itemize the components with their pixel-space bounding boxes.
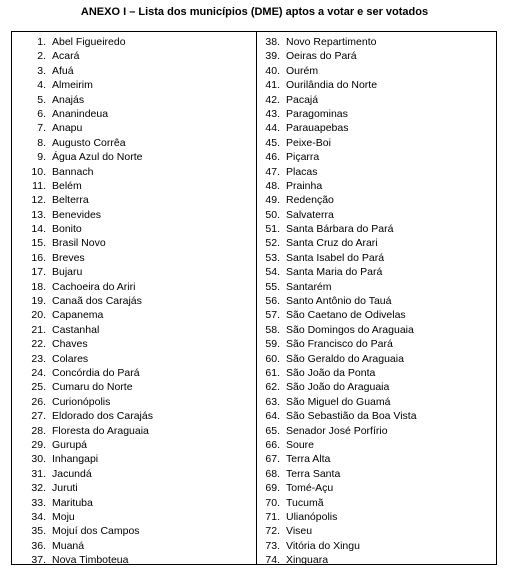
- municipality-list-item: [12, 179, 255, 193]
- municipality-list-item: [257, 496, 497, 510]
- municipality-list-item: [12, 150, 255, 164]
- municipality-list-item: [12, 78, 255, 92]
- municipality-name: São João do Araguaia: [286, 381, 390, 394]
- item-number: 14.: [31, 223, 46, 236]
- municipality-name: São Francisco do Pará: [286, 338, 393, 351]
- item-number: 38.: [265, 36, 280, 48]
- municipality-name: Placas: [286, 165, 318, 178]
- item-number: 48.: [265, 179, 280, 192]
- municipality-list-item: [257, 93, 497, 107]
- municipality-name: Brasil Novo: [52, 237, 106, 250]
- municipality-list-item: [257, 236, 497, 250]
- item-number: 27.: [31, 410, 46, 423]
- municipality-list-item: [257, 424, 497, 438]
- municipality-list-item: [257, 179, 497, 193]
- municipality-name: Canaã dos Carajás: [52, 295, 142, 308]
- municipality-name: Floresta do Araguaia: [52, 424, 149, 437]
- municipality-list-item: [257, 323, 497, 337]
- item-number: 71.: [265, 510, 280, 523]
- item-number: 73.: [265, 539, 280, 552]
- municipality-list-item: [12, 438, 255, 452]
- municipality-name: Colares: [52, 352, 89, 365]
- municipality-name: Mojuí dos Campos: [52, 525, 140, 538]
- municipality-list-item: [257, 524, 497, 538]
- municipality-list-item: [257, 409, 497, 423]
- municipality-list-item: [257, 280, 497, 294]
- municipality-list-item: [12, 323, 255, 337]
- municipality-list-item: [257, 251, 497, 265]
- municipality-name: Vitória do Xingu: [286, 539, 360, 552]
- item-number: 21.: [31, 323, 46, 336]
- item-number: 51.: [265, 223, 280, 236]
- municipality-name: Almeirim: [52, 79, 93, 92]
- municipality-list-item: [12, 236, 255, 250]
- municipality-name: São Miguel do Guamá: [286, 395, 391, 408]
- item-number: 62.: [265, 381, 280, 394]
- municipality-list-item: [257, 539, 497, 553]
- municipality-name: Paragominas: [286, 107, 348, 120]
- item-number: 70.: [265, 496, 280, 509]
- item-number: 72.: [265, 525, 280, 538]
- item-number: 65.: [265, 424, 280, 437]
- item-number: 43.: [265, 107, 280, 120]
- item-number: 57.: [265, 309, 280, 322]
- municipality-name: Augusto Corrêa: [52, 136, 126, 149]
- municipality-name: Pacajá: [286, 93, 319, 106]
- municipality-name: São João da Ponta: [286, 366, 376, 379]
- item-number: 50.: [265, 208, 280, 221]
- municipality-list-item: [12, 308, 255, 322]
- municipality-name: Chaves: [52, 338, 88, 351]
- municipality-list-item: [12, 452, 255, 466]
- municipality-name: Bonito: [52, 223, 82, 236]
- municipality-name: Curionópolis: [52, 395, 111, 408]
- municipality-list-item: [12, 35, 255, 49]
- item-number: 37.: [31, 554, 46, 567]
- municipality-name: Afuá: [52, 64, 74, 77]
- item-number: 56.: [265, 295, 280, 308]
- municipality-name: Tomé-Açu: [286, 482, 334, 495]
- municipality-name: Moju: [52, 510, 75, 523]
- municipality-list-item: [12, 395, 255, 409]
- item-number: 11.: [32, 179, 46, 192]
- municipality-name: Benevides: [52, 208, 102, 221]
- municipality-list-item: [257, 165, 497, 179]
- municipality-list-item: [12, 208, 255, 222]
- item-number: 6.: [37, 107, 46, 120]
- item-number: 42.: [265, 93, 280, 106]
- municipality-name: Piçarra: [286, 151, 320, 164]
- municipality-name: Concórdia do Pará: [52, 366, 140, 379]
- item-number: 39.: [265, 50, 280, 63]
- municipality-list-item: [12, 222, 255, 236]
- municipality-list-item: [257, 438, 497, 452]
- municipality-name: Soure: [286, 438, 315, 451]
- municipality-name: Santa Maria do Pará: [286, 266, 383, 279]
- item-number: 15.: [31, 237, 46, 250]
- municipality-list-item: [12, 380, 255, 394]
- municipality-list-item: [257, 380, 497, 394]
- item-number: 22.: [31, 338, 46, 351]
- item-number: 17.: [31, 266, 46, 279]
- item-number: 23.: [31, 352, 46, 365]
- municipality-list-item: [12, 64, 255, 78]
- item-number: 10.: [31, 165, 46, 178]
- municipality-name: Parauapebas: [286, 122, 349, 135]
- municipality-list-item: [12, 294, 255, 308]
- right-column-list: [257, 35, 497, 567]
- municipality-list-item: [12, 352, 255, 366]
- item-number: 18.: [31, 280, 46, 293]
- municipality-name: Anajás: [52, 93, 85, 106]
- item-number: 12.: [31, 194, 46, 207]
- municipality-name: Inhangapi: [52, 453, 99, 466]
- municipality-list-item: [257, 49, 497, 63]
- municipality-list-item: [257, 150, 497, 164]
- item-number: 55.: [265, 280, 280, 293]
- municipality-name: Muaná: [52, 539, 85, 552]
- document-title: ANEXO I – Lista dos municípios (DME) aptos a votar e ser votados: [80, 6, 429, 18]
- item-number: 40.: [265, 64, 280, 77]
- municipality-name: Peixe-Boi: [286, 136, 331, 149]
- item-number: 61.: [265, 366, 280, 379]
- municipality-name: Juruti: [52, 482, 78, 495]
- municipality-name: São Sebastião da Boa Vista: [286, 410, 417, 423]
- municipality-list-item: [257, 366, 497, 380]
- municipality-name: Ulianópolis: [286, 510, 338, 523]
- item-number: 66.: [265, 438, 280, 451]
- municipality-name: Terra Alta: [286, 453, 331, 466]
- municipality-name: Cachoeira do Ariri: [52, 280, 136, 293]
- municipality-list-item: [257, 265, 497, 279]
- municipality-list-item: [257, 352, 497, 366]
- item-number: 46.: [265, 151, 280, 164]
- municipality-name: Acará: [52, 50, 80, 63]
- item-number: 36.: [31, 539, 46, 552]
- municipality-name: Ourém: [286, 64, 319, 77]
- municipality-list-item: [257, 121, 497, 135]
- municipality-name: Belterra: [52, 194, 89, 207]
- item-number: 60.: [265, 352, 280, 365]
- municipality-list-item: [257, 64, 497, 78]
- left-column-list: [12, 35, 255, 567]
- municipality-list-item: [257, 294, 497, 308]
- municipality-name: São Geraldo do Araguaia: [286, 352, 404, 365]
- item-number: 53.: [265, 251, 280, 264]
- item-number: 32.: [31, 482, 46, 495]
- item-number: 63.: [265, 395, 280, 408]
- municipality-list-item: [12, 337, 255, 351]
- municipality-list-item: [257, 337, 497, 351]
- item-number: 31.: [31, 467, 46, 480]
- municipality-list-item: [257, 78, 497, 92]
- item-number: 28.: [31, 424, 46, 437]
- item-number: 20.: [31, 309, 46, 322]
- municipality-list-item: [12, 467, 255, 481]
- municipality-name: Oeiras do Pará: [286, 50, 357, 63]
- item-number: 29.: [31, 438, 46, 451]
- municipality-list-item: [12, 496, 255, 510]
- item-number: 19.: [31, 295, 46, 308]
- municipality-name: Santa Cruz do Arari: [286, 237, 378, 250]
- item-number: 44.: [265, 122, 280, 135]
- municipality-name: Viseu: [286, 525, 313, 538]
- municipality-list-item: [257, 222, 497, 236]
- municipality-list-item: [257, 553, 497, 567]
- item-number: 25.: [31, 381, 46, 394]
- municipality-name: Ananindeua: [52, 107, 109, 120]
- item-number: 33.: [31, 496, 46, 509]
- municipality-name: Eldorado dos Carajás: [52, 410, 153, 423]
- municipality-list-item: [12, 121, 255, 135]
- municipality-name: Santa Isabel do Pará: [286, 251, 385, 264]
- item-number: 49.: [265, 194, 280, 207]
- municipality-name: Cumaru do Norte: [52, 381, 133, 394]
- municipality-list-item: [12, 366, 255, 380]
- item-number: 8.: [37, 136, 46, 149]
- municipality-list-item: [12, 107, 255, 121]
- municipality-name: Redenção: [286, 194, 334, 207]
- municipality-list-item: [257, 208, 497, 222]
- item-number: 9.: [37, 151, 46, 164]
- municipality-list-item: [12, 49, 255, 63]
- municipality-name: São Caetano de Odivelas: [286, 309, 406, 322]
- item-number: 1.: [37, 36, 46, 48]
- item-number: 4.: [37, 79, 46, 92]
- item-number: 68.: [265, 467, 280, 480]
- municipality-name: Marituba: [52, 496, 93, 509]
- item-number: 54.: [265, 266, 280, 279]
- municipality-list-item: [257, 193, 497, 207]
- municipality-name: Belém: [52, 179, 82, 192]
- item-number: 47.: [265, 165, 280, 178]
- item-number: 64.: [265, 410, 280, 423]
- municipality-list-item: [257, 452, 497, 466]
- municipality-name: Santo Antônio do Tauá: [286, 295, 392, 308]
- municipality-table: [11, 31, 497, 565]
- municipality-list-item: [12, 136, 255, 150]
- item-number: 30.: [31, 453, 46, 466]
- item-number: 34.: [31, 510, 46, 523]
- municipality-name: Gurupá: [52, 438, 88, 451]
- item-number: 2.: [37, 50, 46, 63]
- municipality-name: Novo Repartimento: [286, 36, 377, 48]
- item-number: 74.: [265, 554, 280, 567]
- municipality-name: Salvaterra: [286, 208, 334, 221]
- municipality-name: Bannach: [52, 165, 94, 178]
- item-number: 16.: [31, 251, 46, 264]
- municipality-name: Terra Santa: [286, 467, 341, 480]
- municipality-name: Abel Figueiredo: [52, 36, 126, 48]
- municipality-name: Senador José Porfírio: [286, 424, 388, 437]
- item-number: 58.: [265, 323, 280, 336]
- item-number: 52.: [265, 237, 280, 250]
- municipality-list-item: [257, 308, 497, 322]
- municipality-name: Capanema: [52, 309, 104, 322]
- municipality-name: Xinguara: [286, 554, 329, 567]
- municipality-name: Prainha: [286, 179, 323, 192]
- municipality-name: Anapu: [52, 122, 83, 135]
- municipality-list-item: [12, 524, 255, 538]
- municipality-name: Breves: [52, 251, 85, 264]
- item-number: 45.: [265, 136, 280, 149]
- item-number: 24.: [31, 366, 46, 379]
- item-number: 13.: [31, 208, 46, 221]
- municipality-name: Bujaru: [52, 266, 83, 279]
- item-number: 67.: [265, 453, 280, 466]
- municipality-list-item: [12, 553, 255, 567]
- item-number: 7.: [37, 122, 46, 135]
- municipality-name: Ourilândia do Norte: [286, 79, 378, 92]
- municipality-name: São Domingos do Araguaia: [286, 323, 414, 336]
- municipality-list-item: [257, 510, 497, 524]
- municipality-list-item: [12, 251, 255, 265]
- municipality-list-item: [257, 395, 497, 409]
- municipality-list-item: [12, 280, 255, 294]
- municipality-list-item: [12, 510, 255, 524]
- municipality-name: Castanhal: [52, 323, 100, 336]
- municipality-list-item: [257, 467, 497, 481]
- municipality-name: Água Azul do Norte: [52, 151, 143, 164]
- municipality-list-item: [12, 93, 255, 107]
- municipality-list-item: [12, 424, 255, 438]
- municipality-name: Tucumã: [286, 496, 324, 509]
- item-number: 5.: [37, 93, 46, 106]
- municipality-list-item: [12, 409, 255, 423]
- item-number: 69.: [265, 482, 280, 495]
- item-number: 26.: [31, 395, 46, 408]
- municipality-list-item: [12, 193, 255, 207]
- municipality-name: Santarém: [286, 280, 332, 293]
- municipality-list-item: [12, 539, 255, 553]
- municipality-list-item: [12, 165, 255, 179]
- municipality-list-item: [257, 107, 497, 121]
- municipality-name: Nova Timboteua: [52, 554, 129, 567]
- municipality-list-item: [257, 481, 497, 495]
- item-number: 3.: [37, 64, 46, 77]
- municipality-name: Jacundá: [52, 467, 92, 480]
- municipality-list-item: [12, 481, 255, 495]
- municipality-list-item: [257, 35, 497, 49]
- municipality-name: Santa Bárbara do Pará: [286, 223, 394, 236]
- municipality-list-item: [12, 265, 255, 279]
- item-number: 35.: [31, 525, 46, 538]
- item-number: 41.: [265, 79, 280, 92]
- municipality-list-item: [257, 136, 497, 150]
- item-number: 59.: [265, 338, 280, 351]
